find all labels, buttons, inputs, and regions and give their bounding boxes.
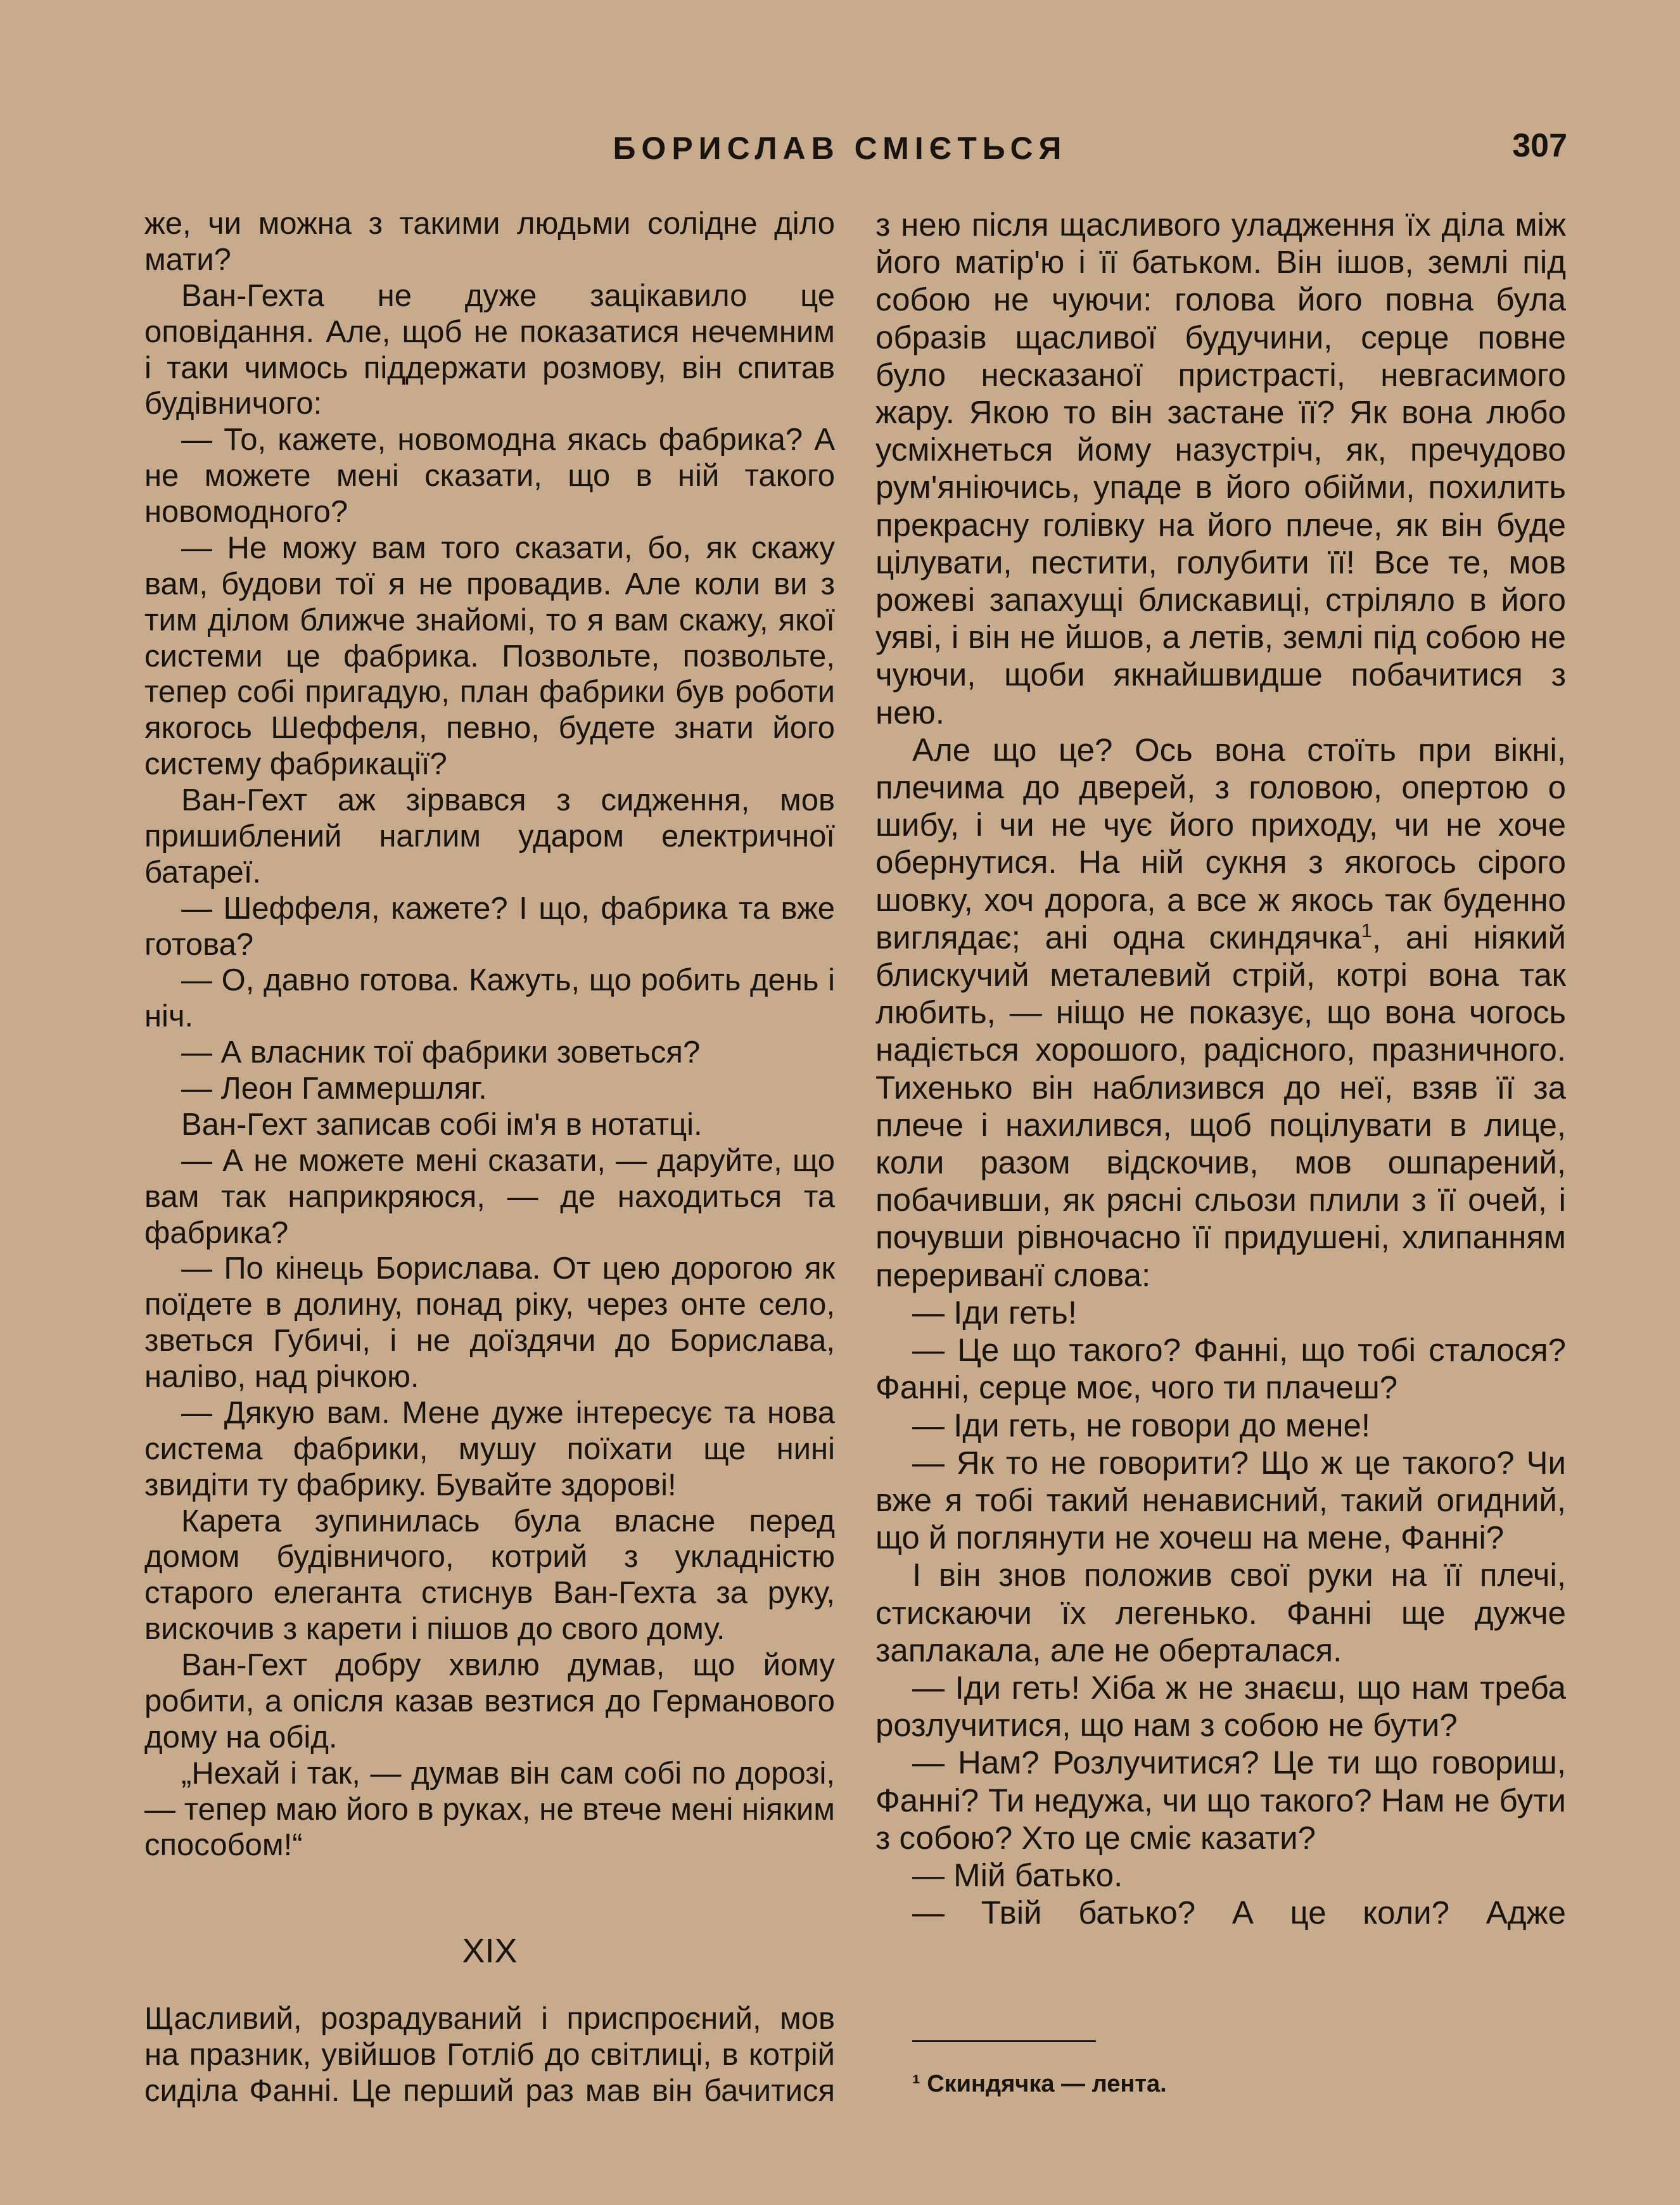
paragraph: — Як то не говорити? Що ж це такого? Чи вже я тобі такий ненависний, такий огидний, що й поглянути не хочеш на мене, Фанні? bbox=[875, 1444, 1566, 1556]
paragraph: — Не можу вам того сказати, бо, як скажу вам, будови тої я не провадив. Але коли ви з тим ділом ближче знайомі, то я вам скажу, якої системи це фабрика. Позвольте, позвольте, тепер собі пригадую, план фабрики був роботи якогось Шеффеля, певно, будете знати його систему фабрикації? bbox=[144, 530, 835, 782]
page-number: 307 bbox=[1512, 127, 1567, 164]
paragraph: Ван-Гехт добру хвилю думав, що йому робити, а опісля казав везтися до Германового дому на обід. bbox=[144, 1648, 835, 1754]
footnote: ¹ Скиндячка — лента. bbox=[912, 2071, 1167, 2097]
paragraph: Щасливий, розрадуваний і приспроєний, мов на празник, увійшов Готліб до світлиці, в котрій сиділа Фанні. Це перший раз мав він бачитися bbox=[144, 2002, 835, 2108]
paragraph: „Нехай і так, — думав він сам собі по дорозі, — тепер маю його в руках, не втече мені ніяким способом!“ bbox=[144, 1756, 835, 1863]
left-column bbox=[144, 206, 835, 2109]
paragraph: — По кінець Борислава. От цею дорогою як поїдете в долину, понад ріку, через онте село, зветься Губичі, і не доїздячи до Борислава, наліво, над річкою. bbox=[144, 1251, 835, 1394]
paragraph: — Іди геть, не говори до мене! bbox=[912, 1407, 1371, 1443]
paragraph: — А не можете мені сказати, — даруйте, що вам так наприкряюся, — де находиться та фабрика? bbox=[144, 1143, 835, 1250]
paragraph bbox=[875, 731, 1566, 1294]
paragraph-text: , ані ніякий блискучий металевий стрій, котрі вона так любить, — ніщо не показує, що вона чогось надіється хорошого, радісного, празничного. Тихенько він наблизився до неї, взяв її за плече і нахилився, щоб поцілувати в лице, коли разом відскочив, мов ошпарений, побачивши, як рясні сльози плили з її очей, і почувши рівночасно її придушені, хлипанням перериванї слова: bbox=[875, 919, 1566, 1293]
footnote-marker: 1 bbox=[1361, 919, 1372, 942]
paragraph: — Леон Гаммершляг. bbox=[181, 1071, 487, 1106]
paragraph: — Іди геть! Хіба ж не знаєш, що нам треба розлучитися, що нам з собою не бути? bbox=[875, 1669, 1566, 1744]
paragraph: же, чи можна з такими людьми солідне діло мати? bbox=[144, 207, 835, 277]
paragraph: — Твій батько? А це коли? Адже bbox=[912, 1895, 1566, 1931]
paragraph: — О, давно готова. Кажуть, що робить день і ніч. bbox=[144, 963, 835, 1034]
paragraph: з нею після щасливого уладження їх діла між його матір'ю і її батьком. Він ішов, землі під собою не чуючи: голова його повна була образів щасливої будучини, серце повне було несказаної пристрасті, невгасимого жару. Якою то він застане її? Як вона любо усміхнеться йому назустріч, як, пречудово рум'яніючись, упаде в його обійми, похилить прекрасну голівку на його плече, як він буде цілувати, пестити, голубити її! Все те, мов рожеві запахущі блискавиці, стріляло в його уяві, і він не йшов, а летів, землі під собою не чуючи, щоби якнайшвидше побачитися з нею. bbox=[875, 207, 1566, 731]
chapter-heading: XIX bbox=[462, 1932, 518, 1971]
right-column bbox=[875, 206, 1566, 1931]
paragraph: — Іди геть! bbox=[912, 1294, 1078, 1331]
paragraph-text: Але що це? Ось вона стоїть при вікні, плечима до дверей, з головою, опертою о шибу, і чи не чує його приходу, чи не хоче обернутися. На ній сукня з якогось сірого шовку, хоч дорога, а все ж якось так буденно виглядає; ані одна скиндячка bbox=[875, 731, 1566, 955]
paragraph: І він знов положив свої руки на її плечі, стискаючи їх легенько. Фанні ще дужче заплакала, але не оберталася. bbox=[875, 1557, 1566, 1668]
paragraph: — Нам? Розлучитися? Це ти що говориш, Фанні? Ти недужа, чи що такого? Нам не бути з собою? Хто це сміє казати? bbox=[875, 1744, 1566, 1856]
paragraph: Ван-Гехта не дуже зацікавило це оповідання. Але, щоб не показатися нечемним і таки чимось піддержати розмову, він спитав будівничого: bbox=[144, 278, 835, 421]
paragraph: — Дякую вам. Мене дуже інтересує та нова система фабрики, мушу поїхати ще нині звидіти ту фабрику. Бувайте здорові! bbox=[144, 1395, 835, 1502]
running-header-title: БОРИСЛАВ СМІЄТЬСЯ bbox=[613, 131, 1067, 166]
paragraph: Ван-Гехт аж зірвався з сидження, мов пришиблений наглим ударом електричної батареї. bbox=[144, 783, 835, 890]
paragraph: Карета зупинилась була власне перед домом будівничого, котрий з укладністю старого елеганта стиснув Ван-Гехта за руку, вискочив з карети і пішов до свого дому. bbox=[144, 1504, 835, 1647]
paragraph: — Шеффеля, кажете? І що, фабрика та вже готова? bbox=[144, 891, 835, 962]
paragraph: — Це що такого? Фанні, що тобі сталося? Фанні, серце моє, чого ти плачеш? bbox=[875, 1332, 1566, 1406]
paragraph: — То, кажете, новомодна якась фабрика? А не можете мені сказати, що в ній такого новомодного? bbox=[144, 423, 835, 529]
footnote-divider bbox=[912, 2040, 1096, 2042]
paragraph: — А власник тої фабрики зоветься? bbox=[181, 1035, 701, 1070]
paragraph: — Мій батько. bbox=[912, 1857, 1123, 1893]
paragraph: Ван-Гехт записав собі ім'я в нотатці. bbox=[181, 1107, 703, 1142]
